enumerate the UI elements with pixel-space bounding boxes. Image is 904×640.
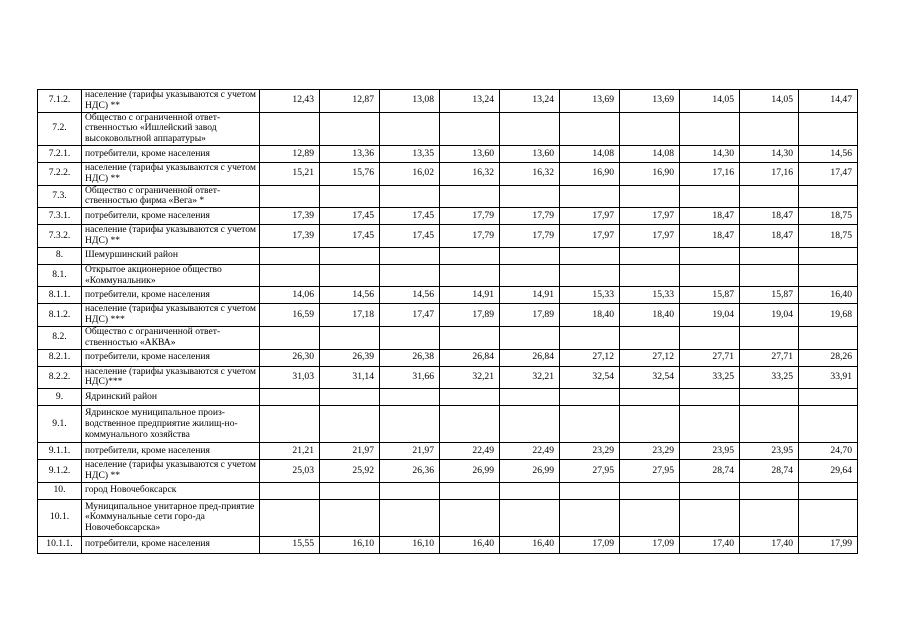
- row-number: 8.2.1.: [38, 349, 82, 366]
- tariff-value-cell: [799, 389, 858, 406]
- tariff-value-cell: [440, 499, 500, 536]
- tariff-value-cell: [560, 185, 620, 208]
- tariff-value-cell: 17,97: [560, 208, 620, 225]
- tariff-value-cell: 13,69: [560, 90, 620, 113]
- tariff-value-cell: [799, 185, 858, 208]
- tariff-value-cell: [680, 482, 740, 499]
- tariff-value-cell: [620, 247, 680, 264]
- tariff-value-cell: [380, 482, 440, 499]
- table-row: [38, 460, 858, 483]
- tariff-value-cell: [380, 389, 440, 406]
- tariff-value-cell: 26,99: [500, 460, 560, 483]
- tariff-value-cell: [320, 326, 380, 349]
- tariff-value-cell: 18,47: [740, 208, 799, 225]
- tariff-value-cell: [440, 112, 500, 145]
- tariff-value-cell: [740, 112, 799, 145]
- tariff-value-cell: 31,03: [260, 366, 320, 389]
- tariff-value-cell: [500, 499, 560, 536]
- tariff-value-cell: [500, 326, 560, 349]
- tariff-value-cell: 13,36: [320, 145, 380, 162]
- tariff-value-cell: 12,43: [260, 90, 320, 113]
- tariff-value-cell: 15,55: [260, 536, 320, 553]
- row-name: население (тарифы указываются с учетом НДС) **: [82, 90, 260, 113]
- tariff-value-cell: [500, 482, 560, 499]
- tariff-value-cell: [799, 499, 858, 536]
- row-number: 7.3.1.: [38, 208, 82, 225]
- table-row: [38, 247, 858, 264]
- tariff-value-cell: 15,33: [620, 287, 680, 304]
- tariff-value-cell: [740, 247, 799, 264]
- tariff-value-cell: [620, 326, 680, 349]
- tariff-value-cell: [320, 499, 380, 536]
- row-number: 7.2.1.: [38, 145, 82, 162]
- tariff-value-cell: 32,21: [500, 366, 560, 389]
- tariff-value-cell: 14,56: [320, 287, 380, 304]
- tariff-value-cell: 13,24: [440, 90, 500, 113]
- tariff-value-cell: 17,09: [620, 536, 680, 553]
- tariff-value-cell: [260, 247, 320, 264]
- tariff-value-cell: 26,99: [440, 460, 500, 483]
- table-row: [38, 499, 858, 536]
- row-number: 9.1.1.: [38, 443, 82, 460]
- tariff-value-cell: [500, 389, 560, 406]
- tariff-value-cell: 14,56: [799, 145, 858, 162]
- tariff-value-cell: [260, 406, 320, 443]
- tariff-value-cell: [260, 112, 320, 145]
- row-name: население (тарифы указываются с учетом НДС) **: [82, 460, 260, 483]
- tariff-value-cell: 26,30: [260, 349, 320, 366]
- tariff-value-cell: 13,69: [620, 90, 680, 113]
- table-row: [38, 287, 858, 304]
- tariff-value-cell: [380, 112, 440, 145]
- tariff-value-cell: 18,47: [680, 225, 740, 248]
- row-name: Общество с ограниченной ответ-ственностью «АКВА»: [82, 326, 260, 349]
- tariff-value-cell: [380, 185, 440, 208]
- tariff-value-cell: 16,40: [500, 536, 560, 553]
- tariff-value-cell: 26,84: [500, 349, 560, 366]
- tariff-value-cell: [320, 185, 380, 208]
- tariff-value-cell: 28,74: [680, 460, 740, 483]
- table-row: [38, 162, 858, 185]
- row-number: 8.1.2.: [38, 304, 82, 327]
- tariff-value-cell: 14,47: [799, 90, 858, 113]
- tariff-value-cell: [799, 247, 858, 264]
- tariff-value-cell: 26,84: [440, 349, 500, 366]
- tariff-value-cell: [680, 406, 740, 443]
- table-row: [38, 225, 858, 248]
- tariff-value-cell: 18,40: [560, 304, 620, 327]
- tariff-value-cell: [799, 112, 858, 145]
- tariff-value-cell: [560, 482, 620, 499]
- tariff-value-cell: 14,05: [680, 90, 740, 113]
- tariff-value-cell: 16,40: [799, 287, 858, 304]
- row-number: 7.2.: [38, 112, 82, 145]
- tariff-value-cell: 17,79: [500, 225, 560, 248]
- tariff-value-cell: 17,79: [440, 225, 500, 248]
- tariff-value-cell: 13,24: [500, 90, 560, 113]
- tariff-value-cell: 14,08: [620, 145, 680, 162]
- tariff-value-cell: 18,47: [740, 225, 799, 248]
- tariff-value-cell: 14,56: [380, 287, 440, 304]
- tariff-value-cell: [440, 247, 500, 264]
- tariff-value-cell: 27,95: [560, 460, 620, 483]
- tariff-value-cell: [799, 482, 858, 499]
- row-name: население (тарифы указываются с учетом НДС) **: [82, 225, 260, 248]
- table-body: [38, 90, 858, 554]
- row-number: 8.: [38, 247, 82, 264]
- row-name: потребители, кроме населения: [82, 145, 260, 162]
- tariff-value-cell: 13,60: [500, 145, 560, 162]
- tariff-value-cell: 16,40: [440, 536, 500, 553]
- tariff-value-cell: 28,26: [799, 349, 858, 366]
- row-name: Общество с ограниченной ответ-ственностью «Ишлейский завод высоковольтной аппаратуры»: [82, 112, 260, 145]
- row-number: 8.2.: [38, 326, 82, 349]
- tariff-value-cell: [440, 406, 500, 443]
- table-row: [38, 406, 858, 443]
- tariff-value-cell: [560, 247, 620, 264]
- row-number: 9.: [38, 389, 82, 406]
- row-name: Ядринское муниципальное произ-водственное предприятие жилищ-но-коммунального хозяйства: [82, 406, 260, 443]
- tariff-value-cell: 23,29: [560, 443, 620, 460]
- tariff-value-cell: [620, 185, 680, 208]
- tariff-value-cell: 17,79: [500, 208, 560, 225]
- tariff-value-cell: 17,45: [320, 225, 380, 248]
- tariff-value-cell: [320, 482, 380, 499]
- tariff-value-cell: 12,87: [320, 90, 380, 113]
- tariff-value-cell: [260, 326, 320, 349]
- row-name: город Новочебоксарск: [82, 482, 260, 499]
- tariff-value-cell: [380, 326, 440, 349]
- tariff-value-cell: [740, 406, 799, 443]
- tariff-value-cell: [380, 406, 440, 443]
- table-row: [38, 90, 858, 113]
- row-name: население (тарифы указываются с учетом НДС) ***: [82, 304, 260, 327]
- row-number: 8.2.2.: [38, 366, 82, 389]
- table-row: [38, 112, 858, 145]
- tariff-value-cell: [260, 389, 320, 406]
- tariff-value-cell: 15,76: [320, 162, 380, 185]
- tariff-value-cell: 26,39: [320, 349, 380, 366]
- tariff-value-cell: 25,03: [260, 460, 320, 483]
- tariff-value-cell: [620, 406, 680, 443]
- table-row: [38, 145, 858, 162]
- tariff-value-cell: 14,30: [680, 145, 740, 162]
- tariff-value-cell: 23,29: [620, 443, 680, 460]
- tariff-value-cell: 17,47: [799, 162, 858, 185]
- tariff-value-cell: 18,75: [799, 208, 858, 225]
- tariff-value-cell: [320, 406, 380, 443]
- table-row: [38, 366, 858, 389]
- tariff-value-cell: [680, 247, 740, 264]
- tariff-value-cell: 16,90: [560, 162, 620, 185]
- tariff-value-cell: [560, 326, 620, 349]
- tariff-value-cell: [620, 499, 680, 536]
- tariff-value-cell: 17,89: [500, 304, 560, 327]
- tariff-value-cell: 28,74: [740, 460, 799, 483]
- tariff-value-cell: [560, 112, 620, 145]
- row-number: 7.1.2.: [38, 90, 82, 113]
- row-number: 9.1.: [38, 406, 82, 443]
- tariff-value-cell: [320, 389, 380, 406]
- row-number: 8.1.1.: [38, 287, 82, 304]
- tariff-value-cell: [440, 326, 500, 349]
- tariff-value-cell: [260, 499, 320, 536]
- table-row: [38, 208, 858, 225]
- row-name: Общество с ограниченной ответ-ственностью фирма «Вега» *: [82, 185, 260, 208]
- tariff-value-cell: 13,35: [380, 145, 440, 162]
- tariff-value-cell: 19,68: [799, 304, 858, 327]
- tariff-value-cell: 33,91: [799, 366, 858, 389]
- tariff-value-cell: 17,40: [680, 536, 740, 553]
- tariff-value-cell: 14,08: [560, 145, 620, 162]
- tariff-value-cell: [380, 247, 440, 264]
- tariff-value-cell: 17,89: [440, 304, 500, 327]
- tariff-value-cell: 16,10: [320, 536, 380, 553]
- tariff-value-cell: [500, 112, 560, 145]
- tariff-value-cell: 16,90: [620, 162, 680, 185]
- tariff-value-cell: 17,97: [620, 208, 680, 225]
- tariff-value-cell: 13,60: [440, 145, 500, 162]
- tariff-value-cell: [680, 264, 740, 287]
- table-row: [38, 185, 858, 208]
- row-number: 9.1.2.: [38, 460, 82, 483]
- row-name: Муниципальное унитарное пред-приятие «Коммунальные сети горо-да Новочебоксарска»: [82, 499, 260, 536]
- tariff-value-cell: [740, 326, 799, 349]
- tariff-value-cell: 17,45: [380, 208, 440, 225]
- tariff-value-cell: 17,40: [740, 536, 799, 553]
- tariff-value-cell: [560, 406, 620, 443]
- table-row: [38, 326, 858, 349]
- tariff-value-cell: [740, 499, 799, 536]
- tariff-value-cell: 14,05: [740, 90, 799, 113]
- tariff-value-cell: 17,45: [380, 225, 440, 248]
- row-name: потребители, кроме населения: [82, 349, 260, 366]
- tariff-value-cell: 17,39: [260, 225, 320, 248]
- tariff-value-cell: [620, 482, 680, 499]
- table-row: [38, 389, 858, 406]
- tariff-value-cell: [320, 112, 380, 145]
- tariff-value-cell: [320, 264, 380, 287]
- tariff-value-cell: 22,49: [500, 443, 560, 460]
- tariff-value-cell: [620, 264, 680, 287]
- tariff-value-cell: [740, 185, 799, 208]
- row-number: 10.1.: [38, 499, 82, 536]
- row-name: население (тарифы указываются с учетом НДС) **: [82, 162, 260, 185]
- tariff-value-cell: [799, 326, 858, 349]
- tariff-value-cell: 14,06: [260, 287, 320, 304]
- tariff-value-cell: 13,08: [380, 90, 440, 113]
- tariff-value-cell: 17,16: [680, 162, 740, 185]
- row-name: население (тарифы указываются с учетом НДС)***: [82, 366, 260, 389]
- tariff-value-cell: [740, 482, 799, 499]
- tariff-value-cell: [680, 185, 740, 208]
- tariff-value-cell: 27,71: [680, 349, 740, 366]
- tariff-value-cell: 29,64: [799, 460, 858, 483]
- tariff-value-cell: [620, 389, 680, 406]
- tariff-value-cell: 27,71: [740, 349, 799, 366]
- tariff-value-cell: [500, 406, 560, 443]
- tariff-value-cell: [680, 389, 740, 406]
- tariff-value-cell: 18,40: [620, 304, 680, 327]
- tariff-table: [37, 89, 858, 554]
- tariff-value-cell: [500, 264, 560, 287]
- row-name: Шемуршинский район: [82, 247, 260, 264]
- tariff-value-cell: [500, 247, 560, 264]
- tariff-value-cell: [560, 264, 620, 287]
- tariff-value-cell: 14,30: [740, 145, 799, 162]
- tariff-value-cell: 21,97: [320, 443, 380, 460]
- tariff-value-cell: 15,87: [680, 287, 740, 304]
- row-name: потребители, кроме населения: [82, 208, 260, 225]
- row-number: 10.: [38, 482, 82, 499]
- tariff-value-cell: [440, 389, 500, 406]
- tariff-value-cell: 31,66: [380, 366, 440, 389]
- tariff-value-cell: 15,87: [740, 287, 799, 304]
- tariff-value-cell: 18,75: [799, 225, 858, 248]
- tariff-value-cell: 16,02: [380, 162, 440, 185]
- tariff-value-cell: [320, 247, 380, 264]
- tariff-value-cell: 17,47: [380, 304, 440, 327]
- tariff-value-cell: [680, 326, 740, 349]
- tariff-value-cell: 17,97: [560, 225, 620, 248]
- row-number: 7.3.: [38, 185, 82, 208]
- tariff-value-cell: [560, 499, 620, 536]
- tariff-value-cell: 26,38: [380, 349, 440, 366]
- tariff-value-cell: 16,32: [440, 162, 500, 185]
- tariff-value-cell: 27,12: [560, 349, 620, 366]
- row-number: 7.3.2.: [38, 225, 82, 248]
- tariff-value-cell: [440, 264, 500, 287]
- tariff-value-cell: 17,97: [620, 225, 680, 248]
- tariff-value-cell: 24,70: [799, 443, 858, 460]
- tariff-value-cell: 23,95: [740, 443, 799, 460]
- table-row: [38, 443, 858, 460]
- tariff-value-cell: 15,33: [560, 287, 620, 304]
- tariff-value-cell: [740, 389, 799, 406]
- tariff-value-cell: 33,25: [680, 366, 740, 389]
- tariff-value-cell: 16,10: [380, 536, 440, 553]
- tariff-value-cell: [740, 264, 799, 287]
- tariff-value-cell: 31,14: [320, 366, 380, 389]
- tariff-value-cell: 19,04: [740, 304, 799, 327]
- tariff-value-cell: [260, 264, 320, 287]
- row-number: 8.1.: [38, 264, 82, 287]
- tariff-value-cell: 17,39: [260, 208, 320, 225]
- tariff-value-cell: [380, 499, 440, 536]
- row-name: Открытое акционерное общество «Коммунальник»: [82, 264, 260, 287]
- tariff-value-cell: 25,92: [320, 460, 380, 483]
- tariff-value-cell: [500, 185, 560, 208]
- tariff-value-cell: 15,21: [260, 162, 320, 185]
- row-name: потребители, кроме населения: [82, 287, 260, 304]
- tariff-value-cell: 12,89: [260, 145, 320, 162]
- table-row: [38, 304, 858, 327]
- tariff-value-cell: 32,21: [440, 366, 500, 389]
- tariff-value-cell: [799, 406, 858, 443]
- tariff-value-cell: 17,16: [740, 162, 799, 185]
- tariff-value-cell: [440, 185, 500, 208]
- tariff-value-cell: 18,47: [680, 208, 740, 225]
- tariff-value-cell: 17,09: [560, 536, 620, 553]
- tariff-value-cell: 17,18: [320, 304, 380, 327]
- tariff-value-cell: 23,95: [680, 443, 740, 460]
- row-number: 10.1.1.: [38, 536, 82, 553]
- row-name: потребители, кроме населения: [82, 443, 260, 460]
- tariff-value-cell: 22,49: [440, 443, 500, 460]
- tariff-value-cell: [380, 264, 440, 287]
- tariff-value-cell: [620, 112, 680, 145]
- tariff-value-cell: 14,91: [500, 287, 560, 304]
- table-row: [38, 482, 858, 499]
- table-row: [38, 349, 858, 366]
- tariff-value-cell: 27,95: [620, 460, 680, 483]
- tariff-value-cell: [260, 482, 320, 499]
- tariff-value-cell: 16,32: [500, 162, 560, 185]
- row-name: потребители, кроме населения: [82, 536, 260, 553]
- tariff-value-cell: [799, 264, 858, 287]
- row-number: 7.2.2.: [38, 162, 82, 185]
- tariff-value-cell: [260, 185, 320, 208]
- tariff-value-cell: 16,59: [260, 304, 320, 327]
- tariff-value-cell: 17,45: [320, 208, 380, 225]
- tariff-value-cell: 17,99: [799, 536, 858, 553]
- tariff-value-cell: 17,79: [440, 208, 500, 225]
- tariff-value-cell: 32,54: [560, 366, 620, 389]
- tariff-value-cell: 33,25: [740, 366, 799, 389]
- table-row: [38, 536, 858, 553]
- tariff-value-cell: [680, 499, 740, 536]
- tariff-value-cell: 26,36: [380, 460, 440, 483]
- tariff-value-cell: 32,54: [620, 366, 680, 389]
- tariff-value-cell: [440, 482, 500, 499]
- row-name: Ядринский район: [82, 389, 260, 406]
- tariff-value-cell: 21,21: [260, 443, 320, 460]
- tariff-value-cell: 14,91: [440, 287, 500, 304]
- table-row: [38, 264, 858, 287]
- tariff-value-cell: 27,12: [620, 349, 680, 366]
- tariff-value-cell: 21,97: [380, 443, 440, 460]
- tariff-value-cell: [680, 112, 740, 145]
- tariff-value-cell: [560, 389, 620, 406]
- tariff-value-cell: 19,04: [680, 304, 740, 327]
